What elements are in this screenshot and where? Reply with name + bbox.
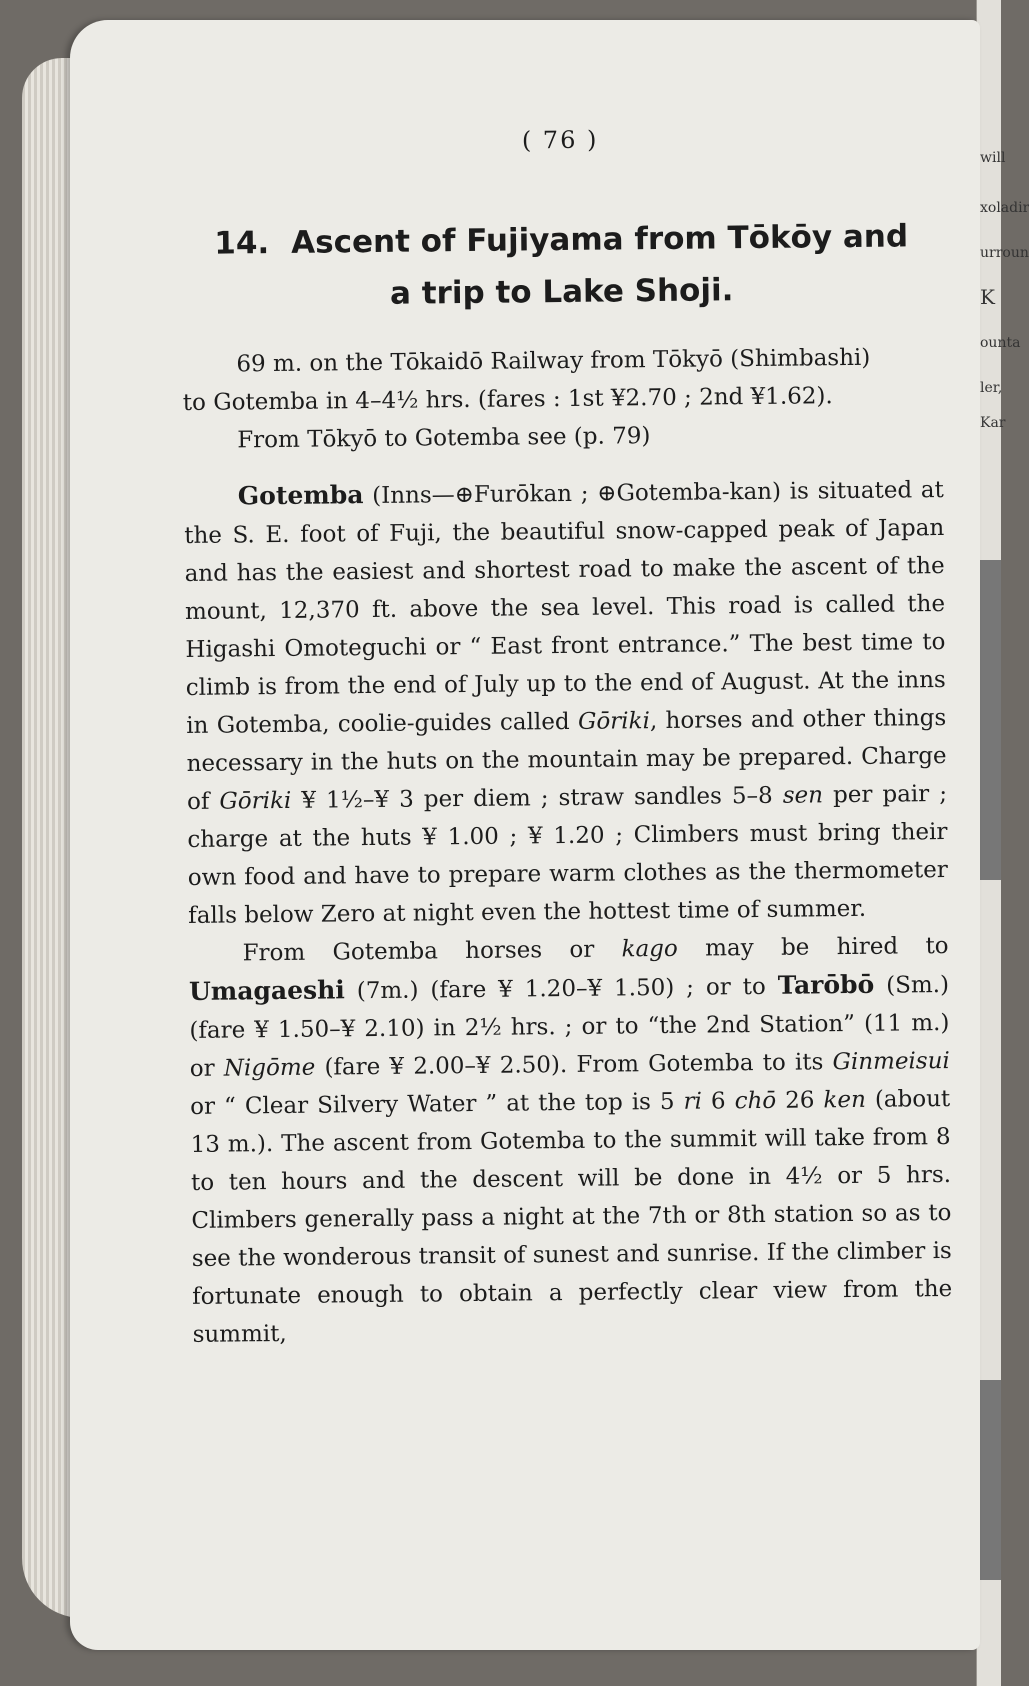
place-name-tarobo: Tarōbō — [777, 969, 875, 1000]
next-page-fragment: xoladir — [980, 200, 1029, 216]
next-page-photo — [979, 560, 1001, 880]
place-name-gotemba: Gotemba — [237, 480, 364, 511]
text-run: (Sm.) (fare ¥ 1.50–¥ 2.10) in 2½ hrs. ; or to “the 2nd Station” (11 m.) or — [189, 971, 950, 1082]
text-run: 26 — [776, 1087, 824, 1114]
page-number: ( 76 ) — [521, 125, 599, 155]
term-ginmeisui: Ginmeisui — [832, 1047, 950, 1076]
term-nigome: Nigōme — [223, 1054, 316, 1082]
text-run: may be hired to — [677, 932, 949, 962]
title-line-2: a trip to Lake Shoji. — [389, 272, 734, 312]
section-number: 14. — [214, 225, 270, 262]
term-cho: chō — [734, 1087, 777, 1115]
section-heading — [181, 210, 942, 322]
term-ri: ri — [683, 1088, 703, 1115]
text-run: per pair ; charge at the huts ¥ 1.00 ; ¥ 1.20 ; Climbers must bring their own food and have to prepare warm clothes as the thermometer falls below Zero at night even the hottest time of summer. — [187, 781, 948, 929]
next-page-fragment: urroun — [980, 245, 1029, 261]
text-run: (Inns—⊕Furōkan ; ⊕Gotemba-kan) is situated at the S. E. foot of Fuji, the beautiful snow-capped peak of Japan and has the easiest and shortest road to make the ascent of the mount, 12,370 ft. above the sea level. This road is called the Higashi Omoteguchi or “ East front entrance.” The best time to climb is from the end of July up to the end of August. At the inns in Gotemba, coolie-guides called — [184, 477, 946, 739]
text-run: or “ Clear Silvery Water ” at the top is 5 — [190, 1088, 684, 1120]
text-run: ¥ 1½–¥ 3 per diem ; straw sandles 5–8 — [291, 782, 783, 814]
intro-line-1: 69 m. on the Tōkaidō Railway from Tōkyō (Shimbashi) — [236, 344, 871, 378]
text-run: From Gotemba horses or — [242, 936, 622, 967]
next-page-fragment: ler, — [980, 380, 1003, 396]
next-page-fragment: Kar — [980, 415, 1006, 431]
ascent-paragraph — [188, 927, 952, 1354]
text-run: 6 — [701, 1088, 735, 1115]
text-run: (7m.) (fare ¥ 1.20–¥ 1.50) ; or to — [344, 973, 778, 1005]
place-name-umagaeshi: Umagaeshi — [188, 975, 345, 1006]
next-page-fragment: ounta — [980, 335, 1021, 351]
title-line-1: Ascent of Fujiyama from Tōkōy and — [290, 218, 909, 261]
next-page-fragment: K — [980, 285, 995, 309]
text-run: (about 13 m.). The ascent from Gotemba to the summit will take from 8 to ten hours and the descent will be done in 4½ or 5 hrs. Climbers generally pass a night at the 7th or 8th station so as to see the wonderous transit of sunest and sunrise. If the climber is fortunate enough to obtain a perfectly clear view from the summit, — [190, 1085, 953, 1348]
term-goriki: Gōriki — [577, 708, 651, 735]
term-ken: ken — [823, 1086, 866, 1114]
gotemba-paragraph — [184, 470, 949, 935]
intro-line-2: to Gotemba in 4–4½ hrs. (fares : 1st ¥2.70 ; 2nd ¥1.62). — [182, 383, 833, 416]
next-page-photo — [979, 1380, 1001, 1580]
term-sen: sen — [782, 782, 824, 809]
next-page-fragment: will — [980, 150, 1006, 166]
text-run: (fare ¥ 2.00–¥ 2.50). From Gotemba to its — [315, 1049, 833, 1081]
term-kago: kago — [621, 935, 678, 963]
term-goriki: Gōriki — [219, 787, 292, 815]
page-content — [180, 122, 954, 1490]
intro-line-3: From Tōkyō to Gotemba see (p. 79) — [237, 423, 651, 454]
text-run: , horses and other things necessary in the huts on the mountain may be prepared. Charge of — [186, 705, 947, 815]
